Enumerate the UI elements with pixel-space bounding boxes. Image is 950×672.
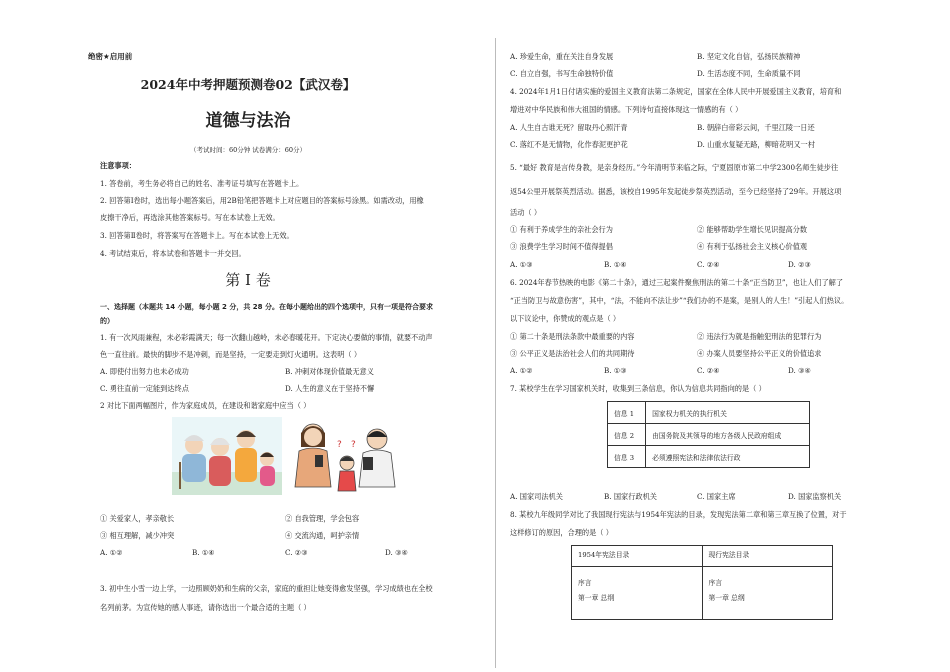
exam-title: 2024年中考押题预测卷02【武汉卷】 — [140, 77, 356, 92]
q2-choice-a: A. ①② — [100, 548, 123, 557]
q5-option-3: ③ 浪费学生学习时间不值得提倡 — [510, 242, 613, 251]
q3-stem: 名列前茅。为宣传她的感人事迹，请你选出一个最合适的主题（ ） — [100, 603, 311, 612]
info-text: 必须遵照宪法和法律依法行政 — [646, 446, 810, 468]
notice-item: 2. 回答第Ⅰ卷时，选出每小题答案后，用2B铅笔把答题卡上对应题目的答案标号涂黑。如需改动，用橡 — [100, 196, 424, 205]
q5-choice-d: D. ②③ — [788, 260, 811, 269]
info-label: 信息 3 — [608, 446, 646, 468]
q4-stem: 4. 2024年1月1日付诸实施的爱国主义教育法第二条规定，国家在全体人民中开展爱国主义教育，培育和 — [510, 87, 842, 96]
q6-option-4: ④ 办案人员要坚持公平正义的价值追求 — [697, 349, 822, 358]
q1-option-b: B. 冲刺对体现价值最无意义 — [285, 367, 374, 376]
info-label: 信息 1 — [608, 402, 646, 424]
q6-choice-a: A. ①② — [510, 366, 533, 375]
exam-info: （考试时间：60分钟 试卷满分：60分） — [189, 146, 307, 154]
svg-text:?: ? — [337, 440, 342, 450]
family-conflict-illustration — [285, 417, 400, 497]
part-title: 第 I 卷 — [225, 271, 271, 289]
q7-stem: 7. 某校学生在学习国家机关时，收集到三条信息，你认为信息共同指向的是（ ） — [510, 384, 766, 393]
col2-header: 现行宪法目录 — [702, 546, 833, 567]
notice-item: 4. 考试结束后，将本试卷和答题卡一并交回。 — [100, 249, 246, 258]
q8-constitution-table — [571, 545, 833, 620]
q2-choice-d: D. ③④ — [385, 548, 408, 557]
q5-stem: 返54公里开展祭英烈活动。据悉，该校自1995年发起徒步祭英烈活动，至今已经坚持了29年。开展这项 — [510, 187, 842, 196]
col1-header: 1954年宪法目录 — [572, 546, 703, 567]
secret-label: 绝密★启用前 — [88, 52, 133, 61]
q4-option-a: A. 人生自古谁无死？留取丹心照汗青 — [510, 123, 628, 132]
table-row — [608, 446, 810, 468]
q2-option-3: ③ 相互理解，减少冲突 — [100, 531, 175, 540]
q2-choice-c: C. ②③ — [285, 548, 308, 557]
section-title-cont: 的） — [100, 317, 114, 325]
q6-choice-c: C. ②④ — [697, 366, 720, 375]
q3-option-b: B. 坚定文化自信，弘扬民族精神 — [697, 52, 801, 61]
subject-title: 道德与法治 — [205, 111, 291, 131]
q8-stem: 这样修订的原因，合理的是（ ） — [510, 528, 613, 537]
q1-option-d: D. 人生的意义在于坚持不懈 — [285, 384, 375, 393]
q5-stem: 活动（ ） — [510, 208, 542, 217]
q1-stem: 色一直往前。最快的脚步不是冲刺，而是坚持，一定要走到灯火通明。这表明（ ） — [100, 350, 362, 359]
info-text: 国家权力机关的执行机关 — [646, 402, 810, 424]
q5-option-1: ① 有利于养成学生的亲社会行为 — [510, 225, 613, 234]
q2-option-2: ② 自我管理，学会包容 — [285, 514, 360, 523]
q6-choice-b: B. ①③ — [604, 366, 627, 375]
q4-option-c: C. 落红不是无情物，化作春泥更护花 — [510, 140, 628, 149]
right-page — [496, 0, 950, 672]
table-row — [572, 546, 833, 567]
section-title: 一、选择题（本题共 14 小题，每小题 2 分，共 28 分。在每小题给出的四个选项中，只有一项是符合要求 — [100, 303, 433, 311]
q5-choice-b: B. ①④ — [604, 260, 627, 269]
info-label: 信息 2 — [608, 424, 646, 446]
col1-line: 第一章 总纲 — [578, 594, 615, 602]
q6-option-2: ② 违法行为就是指触犯刑法的犯罪行为 — [697, 332, 822, 341]
notice-item: 1. 答卷前，考生务必将自己的姓名、准考证号填写在答题卡上。 — [100, 179, 304, 188]
q1-option-c: C. 勇往直前一定能到达终点 — [100, 384, 189, 393]
q4-stem: 增进对中华民族和伟大祖国的情感。下列诗句直接体现这一情感的有（ ） — [510, 105, 743, 114]
table-row — [608, 424, 810, 446]
q5-choice-a: A. ①③ — [510, 260, 533, 269]
q1-option-a: A. 即使付出努力也未必成功 — [100, 367, 189, 376]
col1-line: 序言 — [578, 579, 592, 587]
q3-option-c: C. 自立自强，书写生命独特价值 — [510, 69, 614, 78]
q2-option-4: ④ 交流沟通，呵护亲情 — [285, 531, 360, 540]
notice-item: 3. 回答第Ⅱ卷时，将答案写在答题卡上。写在本试卷上无效。 — [100, 231, 294, 240]
q3-option-a: A. 珍爱生命，重在关注自身发展 — [510, 52, 614, 61]
q7-option-d: D. 国家监察机关 — [788, 492, 842, 501]
q8-stem: 8. 某校九年级同学对比了我国现行宪法与1954年宪法的目录，发现宪法第二章和第三章互换了位置，对于 — [510, 510, 847, 519]
q2-option-1: ① 关爱家人，孝亲敬长 — [100, 514, 175, 523]
q6-stem: “正当防卫与故意伤害”，其中，“法，不能向不法让步”“我们办的不是案，是别人的人生！”引起人们热议。 — [510, 296, 849, 305]
q3-stem: 3. 初中生小雪一边上学，一边照顾奶奶和生病的父亲，家庭的重担让她变得愈发坚强，学习成绩也在全校 — [100, 584, 433, 593]
svg-text:?: ? — [351, 440, 356, 450]
q6-stem: 以下议论中，你赞成的观点是（ ） — [510, 314, 621, 323]
q7-option-c: C. 国家主席 — [697, 492, 736, 501]
q7-info-table — [607, 401, 810, 468]
q6-option-1: ① 第二十条是刑法条款中最重要的内容 — [510, 332, 635, 341]
q7-option-b: B. 国家行政机关 — [604, 492, 657, 501]
q2-choice-b: B. ①④ — [192, 548, 215, 557]
q3-option-d: D. 生活态度不同，生命质量不同 — [697, 69, 801, 78]
info-text: 由国务院及其领导的地方各级人民政府组成 — [646, 424, 810, 446]
col2-line: 序言 — [708, 579, 723, 587]
q5-option-2: ② 能够帮助学生增长见识提高分数 — [697, 225, 808, 234]
q4-option-d: D. 山重水复疑无路，柳暗花明又一村 — [697, 140, 815, 149]
col1-contents — [572, 567, 703, 620]
table-row — [608, 402, 810, 424]
table-row — [572, 567, 833, 620]
col2-contents — [702, 567, 833, 620]
q5-option-4: ④ 有利于弘扬社会主义核心价值观 — [697, 242, 808, 251]
q2-stem: 2 对比下面两幅图片，作为家庭成员，在建设和谐家庭中应当（ ） — [100, 401, 311, 410]
q7-option-a: A. 国家司法机关 — [510, 492, 563, 501]
q6-option-3: ③ 公平正义是法治社会人们的共同期待 — [510, 349, 635, 358]
family-care-illustration — [172, 417, 282, 495]
notice-item: 皮擦干净后，再选涂其他答案标号。写在本试卷上无效。 — [100, 213, 280, 222]
q4-option-b: B. 朝辞白帝彩云间，千里江陵一日还 — [697, 123, 815, 132]
q5-stem: 5. “最好 教育是言传身教，是亲身经历。”今年清明节来临之际，宁夏固原市第二中学2300名师生徒步往 — [510, 163, 839, 172]
q6-choice-d: D. ③④ — [788, 366, 811, 375]
q5-choice-c: C. ②④ — [697, 260, 720, 269]
q1-stem: 1. 有一次风雨兼程，未必彩霞满天；每一次翻山越岭，未必春暖花开。下定决心要做的事情，就要不动声 — [100, 333, 433, 342]
notice-title: 注意事项： — [100, 161, 136, 170]
q6-stem: 6. 2024年春节热映的电影《第二十条》，通过三起案件聚焦刑法的第二十条“正当防卫”，也让人们了解了 — [510, 278, 844, 287]
col2-line: 第一章 总纲 — [708, 594, 745, 602]
